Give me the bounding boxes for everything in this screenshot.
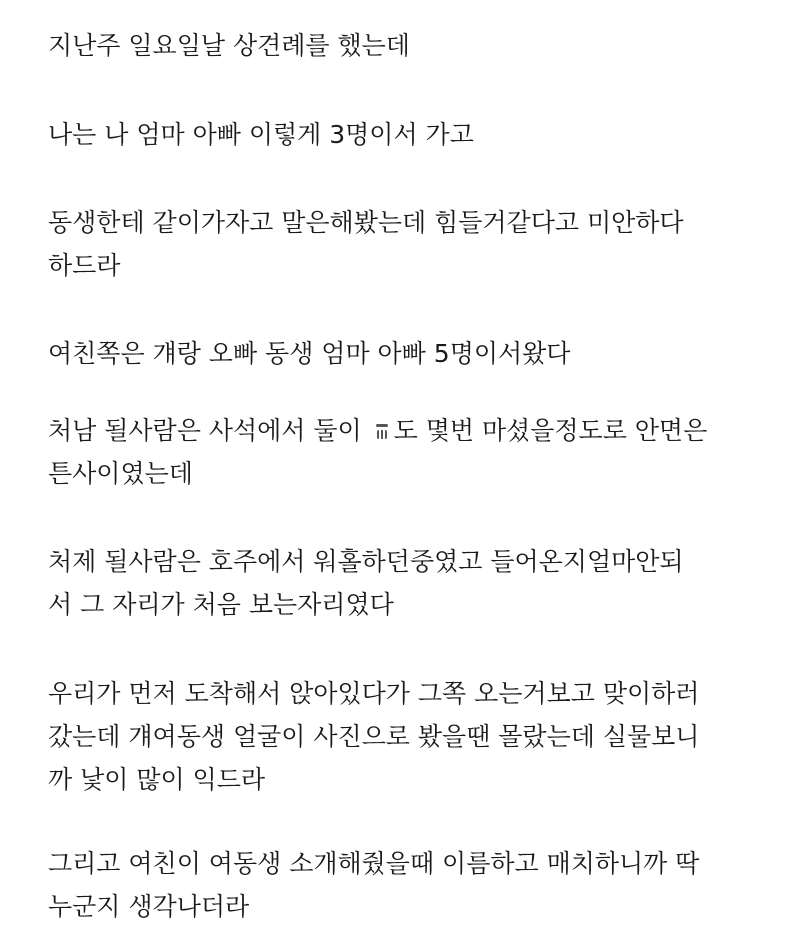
text-line: 갔는데 걔여동생 얼굴이 사진으로 봤을땐 몰랐는데 실물보니 [48, 722, 700, 751]
paragraph-3 [48, 201, 788, 287]
text-line: 처제 될사람은 호주에서 워홀하던중였고 들어온지얼마안되 [48, 547, 684, 576]
paragraph-5 [48, 409, 788, 495]
text-line: 하드라 [48, 251, 121, 280]
text-segment: 처남 될사람은 사석에서 둘이 [48, 416, 370, 445]
paragraph-1 [48, 24, 788, 67]
text-line: 지난주 일요일날 상견례를 했는데 [48, 31, 410, 60]
paragraph-8 [48, 842, 788, 928]
paragraph-6 [48, 540, 788, 626]
paragraph-4 [48, 332, 788, 375]
text-line [48, 409, 788, 452]
text-line: 동생한테 같이가자고 말은해봤는데 힘들거같다고 미안하다 [48, 208, 684, 237]
beer-icon [373, 421, 391, 441]
text-line: 서 그 자리가 처음 보는자리였다 [48, 590, 394, 619]
paragraph-2 [48, 113, 788, 156]
text-line: 여친쪽은 걔랑 오빠 동생 엄마 아빠 5명이서왔다 [48, 339, 571, 368]
text-line: 그리고 여친이 여동생 소개해줬을때 이름하고 매치하니까 딱 [48, 849, 700, 878]
paragraph-7 [48, 672, 788, 801]
text-segment: 도 몇번 마셨을정도로 안면은 [393, 416, 708, 445]
text-line: 까 낯이 많이 익드라 [48, 765, 266, 794]
text-line: 우리가 먼저 도착해서 앉아있다가 그쪽 오는거보고 맞이하러 [48, 679, 700, 708]
text-line: 나는 나 엄마 아빠 이렇게 3명이서 가고 [48, 120, 474, 149]
text-line: 튼사이였는데 [48, 459, 193, 488]
text-line: 누군지 생각나더라 [48, 892, 250, 921]
